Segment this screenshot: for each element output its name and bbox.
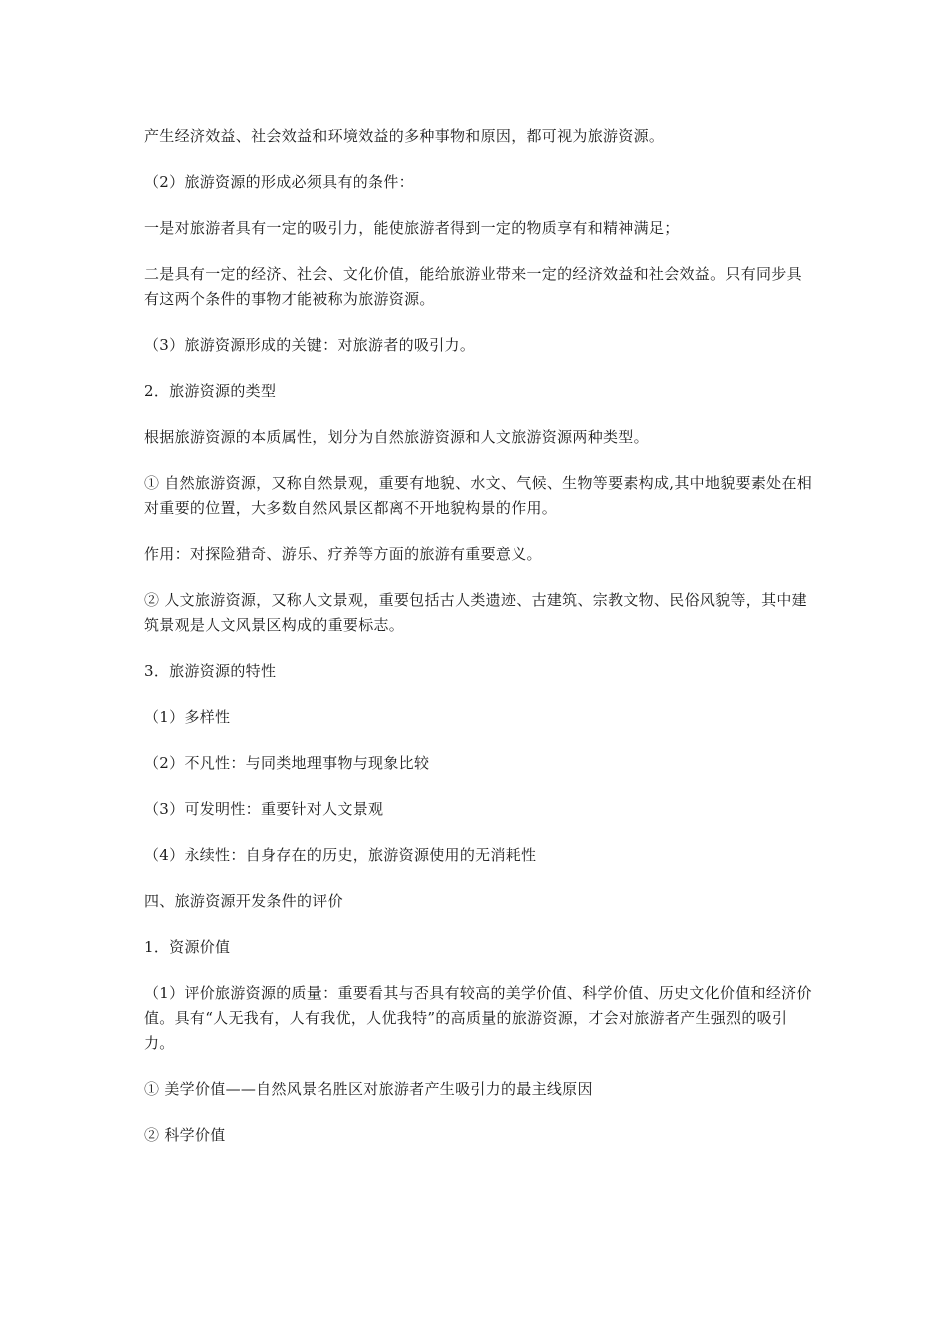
- paragraph-8: ① 自然旅游资源，又称自然景观，重要有地貌、水文、气候、生物等要素构成,其中地貌要素处在相对重要的位置，大多数自然风景区都离不开地貌构景的作用。: [144, 474, 813, 517]
- paragraph-14: （3）可发明性：重要针对人文景观: [144, 800, 384, 818]
- section-heading-value: 1．资源价值: [144, 938, 231, 956]
- section-heading-types: 2．旅游资源的类型: [144, 382, 277, 400]
- paragraph-9: 作用：对探险猎奇、游乐、疗养等方面的旅游有重要意义。: [144, 545, 542, 563]
- paragraph-12: （1）多样性: [144, 708, 231, 726]
- document-body: [144, 124, 814, 1169]
- paragraph-20: ② 科学价值: [144, 1126, 226, 1144]
- paragraph-13: （2）不凡性：与同类地理事物与现象比较: [144, 754, 430, 772]
- section-heading-evaluation: 四、旅游资源开发条件的评价: [144, 892, 343, 910]
- paragraph-15: （4）永续性：自身存在的历史，旅游资源使用的无消耗性: [144, 846, 537, 864]
- paragraph-2: （2）旅游资源的形成必须具有的条件：: [144, 173, 414, 191]
- paragraph-7: 根据旅游资源的本质属性，划分为自然旅游资源和人文旅游资源两种类型。: [144, 428, 649, 446]
- paragraph-3: 一是对旅游者具有一定的吸引力，能使旅游者得到一定的物质享有和精神满足；: [144, 219, 680, 237]
- paragraph-18: （1）评价旅游资源的质量：重要看其与否具有较高的美学价值、科学价值、历史文化价值和经济价值。具有“人无我有，人有我优，人优我特”的高质量的旅游资源，才会对旅游者产生强烈的吸引力。: [144, 984, 812, 1052]
- paragraph-4: 二是具有一定的经济、社会、文化价值，能给旅游业带来一定的经济效益和社会效益。只有同步具有这两个条件的事物才能被称为旅游资源。: [144, 265, 802, 308]
- paragraph-19: ① 美学价值——自然风景名胜区对旅游者产生吸引力的最主线原因: [144, 1080, 593, 1098]
- section-heading-features: 3．旅游资源的特性: [144, 662, 277, 680]
- paragraph-5: （3）旅游资源形成的关键：对旅游者的吸引力。: [144, 336, 476, 354]
- paragraph-1: 产生经济效益、社会效益和环境效益的多种事物和原因，都可视为旅游资源。: [144, 127, 665, 145]
- paragraph-10: ② 人文旅游资源，又称人文景观，重要包括古人类遗迹、古建筑、宗教文物、民俗风貌等，其中建筑景观是人文风景区构成的重要标志。: [144, 591, 807, 634]
